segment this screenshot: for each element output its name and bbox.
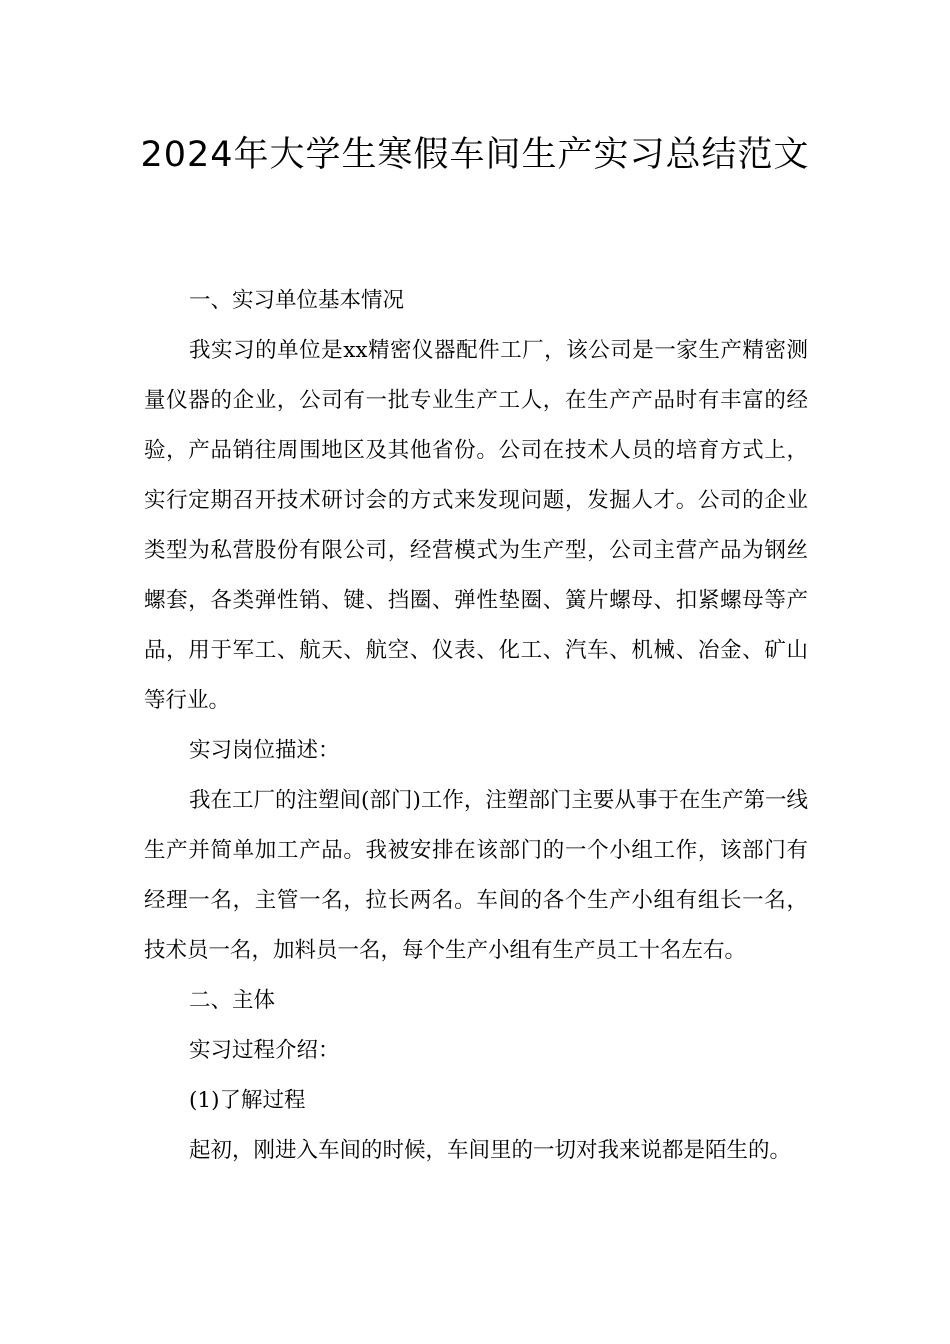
paragraph-start: 起初，刚进入车间的时候，车间里的一切对我来说都是陌生的。 <box>189 1138 792 1163</box>
section-heading-2: 二、主体 <box>189 988 276 1013</box>
section-heading-1: 一、实习单位基本情况 <box>189 288 405 313</box>
paragraph-company-intro: 我实习的单位是xx精密仪器配件工厂，该公司是一家生产精密测量仪器的企业，公司有一批专业生产工人，在生产产品时有丰富的经验，产品销往周围地区及其他省份。公司在技术人员的培育方式上，实行定期召开技术研讨会的方式来发现问题，发掘人才。公司的企业类型为私营股份有限公司，经营模式为生产型，公司主营产品为钢丝螺套，各类弹性销、键、挡圈、弹性垫圈、簧片螺母、扣紧螺母等产品，用于军工、航天、航空、仪表、化工、汽车、机械、冶金、矿山等行业。 <box>144 338 808 713</box>
paragraph-job-description: 我在工厂的注塑间(部门)工作，注塑部门主要从事于在生产第一线生产并简单加工产品。我被安排在该部门的一个小组工作，该部门有经理一名，主管一名，拉长两名。车间的各个生产小组有组长一名，技术员一名，加料员一名，每个生产小组有生产员工十名左右。 <box>144 788 808 963</box>
document-title: 2024年大学生寒假车间生产实习总结范文 <box>140 135 810 175</box>
document-body <box>144 276 808 1176</box>
subheading-process: 实习过程介绍： <box>189 1038 340 1063</box>
subheading-job-description: 实习岗位描述： <box>189 738 340 763</box>
subheading-understanding: (1)了解过程 <box>189 1088 306 1113</box>
